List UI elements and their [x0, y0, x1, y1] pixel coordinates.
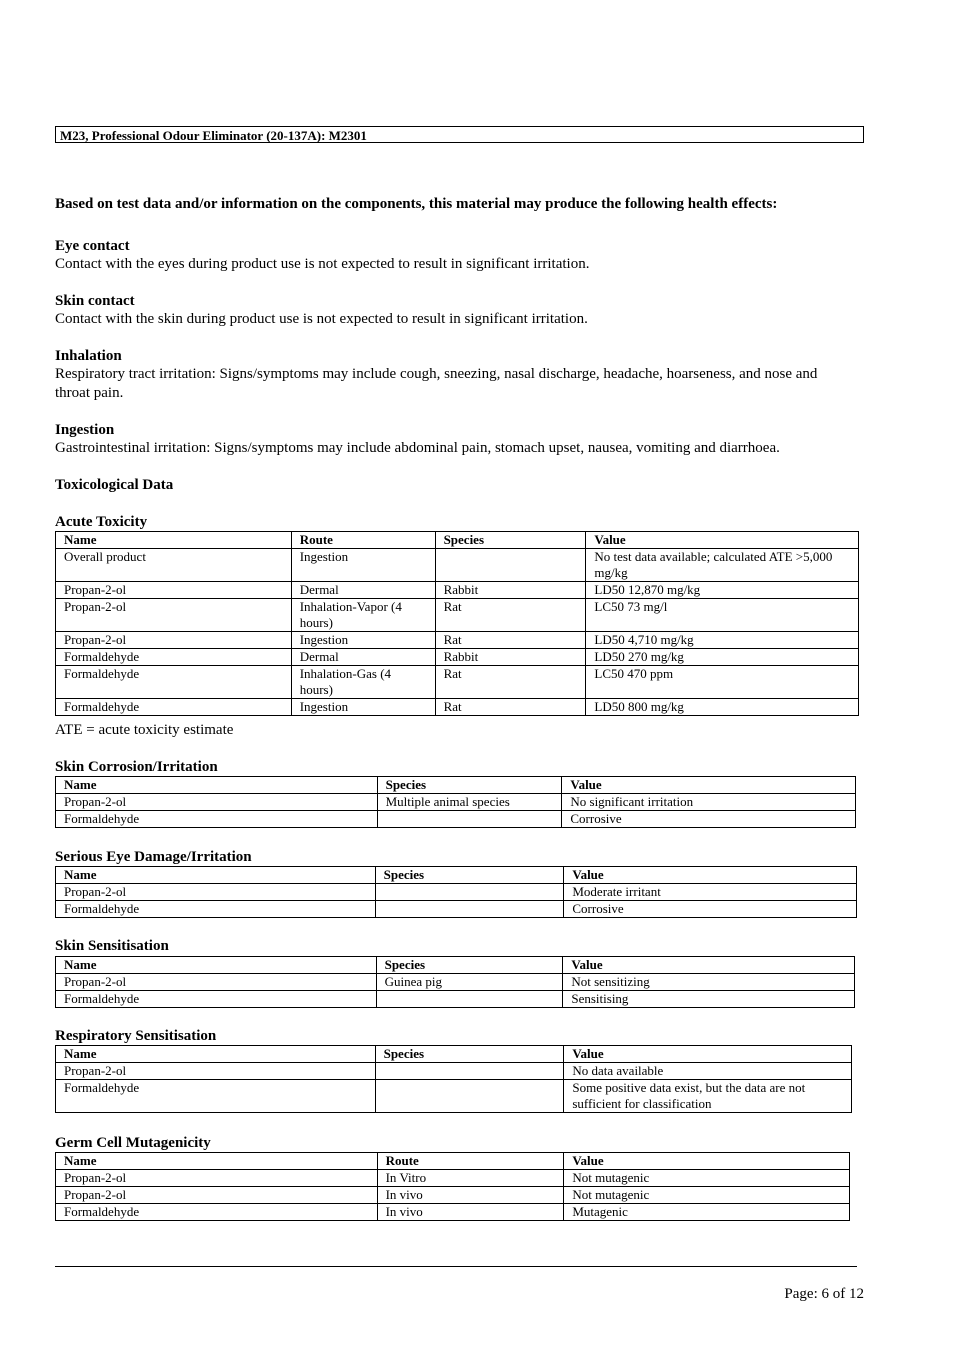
table-header-row [56, 867, 857, 884]
table-row [56, 901, 857, 918]
table-row [56, 649, 859, 666]
table-cell: No test data available; calculated ATE >5,000 mg/kg [586, 549, 859, 582]
document-header: M23, Professional Odour Eliminator (20-137A): M2301 [55, 126, 864, 143]
table-cell: Formaldehyde [56, 1080, 376, 1113]
table-header-row [56, 1153, 850, 1170]
table-cell: Rat [435, 666, 586, 699]
table-cell: Formaldehyde [56, 699, 292, 716]
skin-contact-section [55, 293, 588, 329]
column-header: Value [564, 1046, 852, 1063]
page-number: Page: 6 of 12 [784, 1286, 864, 1302]
table-cell: Overall product [56, 549, 292, 582]
column-header: Species [375, 867, 564, 884]
column-header: Name [56, 532, 292, 549]
table-cell: Rabbit [435, 649, 586, 666]
column-header: Value [564, 867, 857, 884]
table-cell: Formaldehyde [56, 991, 377, 1008]
ate-note: ATE = acute toxicity estimate [55, 722, 234, 738]
toxicological-data-heading: Toxicological Data [55, 477, 174, 493]
table-cell [376, 991, 563, 1008]
column-header: Name [56, 957, 377, 974]
column-header: Route [291, 532, 435, 549]
table-cell: Corrosive [562, 811, 856, 828]
table-row [56, 1063, 852, 1080]
table-cell: Inhalation-Vapor (4 hours) [291, 599, 435, 632]
table-cell: In vivo [377, 1204, 564, 1221]
skin-sensitisation-title: Skin Sensitisation [55, 938, 169, 954]
table-header-row [56, 957, 855, 974]
table-cell: LC50 470 ppm [586, 666, 859, 699]
table-header-row [56, 777, 856, 794]
table-row [56, 974, 855, 991]
table-cell: Dermal [291, 582, 435, 599]
table-cell: Some positive data exist, but the data are not sufficient for classification [564, 1080, 852, 1113]
table-cell: Mutagenic [564, 1204, 850, 1221]
table-cell: Sensitising [563, 991, 855, 1008]
table-header-row [56, 1046, 852, 1063]
table-cell: Propan-2-ol [56, 1170, 378, 1187]
table-cell: Formaldehyde [56, 901, 376, 918]
table-cell [375, 1063, 564, 1080]
respiratory-sensitisation-title: Respiratory Sensitisation [55, 1028, 217, 1044]
eye-contact-heading: Eye contact [55, 238, 130, 254]
column-header: Name [56, 777, 378, 794]
column-header: Name [56, 867, 376, 884]
table-cell: Multiple animal species [377, 794, 562, 811]
table-cell [375, 901, 564, 918]
acute-toxicity-table [55, 531, 859, 716]
table-cell: Formaldehyde [56, 666, 292, 699]
table-cell: Moderate irritant [564, 884, 857, 901]
table-cell: Not mutagenic [564, 1187, 850, 1204]
column-header: Value [564, 1153, 850, 1170]
skin-contact-heading: Skin contact [55, 293, 135, 309]
ingestion-heading: Ingestion [55, 422, 115, 438]
ingestion-text: Gastrointestinal irritation: Signs/symptoms may include abdominal pain, stomach upset, nausea, vomiting and diarrhoea. [55, 440, 780, 456]
table-cell: Formaldehyde [56, 649, 292, 666]
inhalation-heading: Inhalation [55, 348, 122, 364]
table-cell: Not mutagenic [564, 1170, 850, 1187]
eye-contact-text: Contact with the eyes during product use is not expected to result in significant irritation. [55, 256, 590, 272]
germ-cell-table [55, 1152, 850, 1221]
eye-damage-title: Serious Eye Damage/Irritation [55, 849, 252, 865]
table-cell: Guinea pig [376, 974, 563, 991]
table-cell: Propan-2-ol [56, 582, 292, 599]
table-cell: Rat [435, 632, 586, 649]
table-header-row [56, 532, 859, 549]
table-row [56, 991, 855, 1008]
table-row [56, 1204, 850, 1221]
column-header: Species [376, 957, 563, 974]
eye-contact-section [55, 238, 589, 274]
skin-contact-text: Contact with the skin during product use is not expected to result in significant irritation. [55, 311, 588, 327]
table-cell: LD50 4,710 mg/kg [586, 632, 859, 649]
table-row [56, 582, 859, 599]
table-cell: LC50 73 mg/l [586, 599, 859, 632]
table-cell: Formaldehyde [56, 811, 378, 828]
inhalation-section [55, 348, 855, 403]
table-cell: Dermal [291, 649, 435, 666]
skin-corrosion-title: Skin Corrosion/Irritation [55, 759, 218, 775]
table-row [56, 1170, 850, 1187]
table-cell: In vivo [377, 1187, 564, 1204]
table-row [56, 811, 856, 828]
table-cell: Propan-2-ol [56, 974, 377, 991]
table-cell: Rat [435, 699, 586, 716]
table-cell: Ingestion [291, 632, 435, 649]
table-cell [375, 884, 564, 901]
table-cell: In Vitro [377, 1170, 564, 1187]
table-row [56, 549, 859, 582]
eye-damage-table [55, 866, 857, 918]
table-cell: Ingestion [291, 549, 435, 582]
table-row [56, 1080, 852, 1113]
column-header: Species [435, 532, 586, 549]
footer-divider [55, 1266, 857, 1267]
table-cell [375, 1080, 564, 1113]
table-cell: Not sensitizing [563, 974, 855, 991]
table-cell: LD50 12,870 mg/kg [586, 582, 859, 599]
table-cell: Ingestion [291, 699, 435, 716]
table-cell: Propan-2-ol [56, 884, 376, 901]
table-cell: Propan-2-ol [56, 794, 378, 811]
table-row [56, 1187, 850, 1204]
table-row [56, 794, 856, 811]
table-cell: Inhalation-Gas (4 hours) [291, 666, 435, 699]
skin-corrosion-table [55, 776, 856, 828]
table-cell: Corrosive [564, 901, 857, 918]
table-cell: Formaldehyde [56, 1204, 378, 1221]
table-cell: Propan-2-ol [56, 1187, 378, 1204]
respiratory-sensitisation-table [55, 1045, 852, 1113]
table-row [56, 666, 859, 699]
table-cell: No data available [564, 1063, 852, 1080]
skin-sensitisation-table [55, 956, 855, 1008]
table-row [56, 632, 859, 649]
table-row [56, 884, 857, 901]
column-header: Name [56, 1046, 376, 1063]
column-header: Value [563, 957, 855, 974]
column-header: Value [586, 532, 859, 549]
table-cell [377, 811, 562, 828]
column-header: Species [375, 1046, 564, 1063]
column-header: Route [377, 1153, 564, 1170]
table-cell: LD50 800 mg/kg [586, 699, 859, 716]
table-cell: Rabbit [435, 582, 586, 599]
table-cell: No significant irritation [562, 794, 856, 811]
column-header: Species [377, 777, 562, 794]
table-cell: Propan-2-ol [56, 599, 292, 632]
table-row [56, 699, 859, 716]
germ-cell-title: Germ Cell Mutagenicity [55, 1135, 211, 1151]
ingestion-section [55, 422, 780, 458]
column-header: Name [56, 1153, 378, 1170]
intro-text: Based on test data and/or information on the components, this material may produce the following health effects: [55, 196, 778, 212]
table-cell: Propan-2-ol [56, 632, 292, 649]
table-cell: Propan-2-ol [56, 1063, 376, 1080]
table-row [56, 599, 859, 632]
acute-toxicity-title: Acute Toxicity [55, 514, 148, 530]
inhalation-text: Respiratory tract irritation: Signs/symptoms may include cough, sneezing, nasal discharge, headache, hoarseness, and nose and throat pain. [55, 366, 818, 401]
table-cell: LD50 270 mg/kg [586, 649, 859, 666]
column-header: Value [562, 777, 856, 794]
table-cell: Rat [435, 599, 586, 632]
table-cell [435, 549, 586, 582]
